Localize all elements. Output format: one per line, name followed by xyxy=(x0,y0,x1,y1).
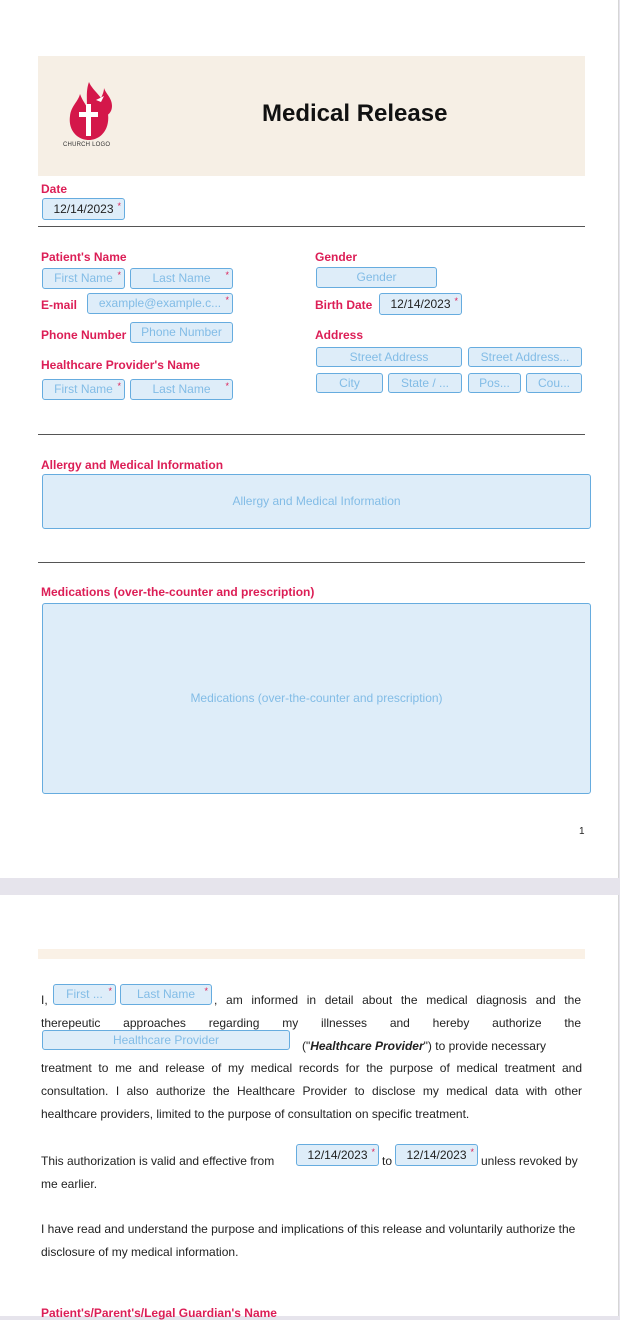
postal-code-input[interactable]: Pos... xyxy=(468,373,521,393)
street-address-line2-input[interactable]: Street Address... xyxy=(468,347,582,367)
divider xyxy=(38,562,585,563)
para1-rest: treatment to me and release of my medical records for the purpose of medical treatment and consultation. I also authorize the Healthcare Provider to disclose my medical data with other healthcare providers, limited to the purpose of consultation on specific treatment. xyxy=(41,1061,582,1121)
para2-suffix: unless revoked by xyxy=(481,1154,578,1168)
allergy-textarea[interactable]: Allergy and Medical Information xyxy=(42,474,591,529)
gender-label: Gender xyxy=(315,250,358,264)
email-label: E-mail xyxy=(41,298,78,312)
valid-to-date-field[interactable]: 12/14/2023 * xyxy=(395,1144,478,1166)
medications-textarea[interactable]: Medications (over-the-counter and prescription) xyxy=(42,603,591,794)
flame-cross-icon xyxy=(60,80,118,146)
consent-first-name-input[interactable]: First ... * xyxy=(53,984,116,1005)
para1-line3 xyxy=(302,1039,546,1053)
patients-name-label: Patient's Name xyxy=(41,250,127,264)
street-address-input[interactable]: Street Address xyxy=(316,347,462,367)
consent-last-name-input[interactable]: Last Name * xyxy=(120,984,212,1005)
para3: I have read and understand the purpose and implications of this release and voluntarily authorize the disclosure of my medical information. xyxy=(41,1222,576,1259)
gender-select[interactable]: Gender xyxy=(316,267,437,288)
city-input[interactable]: City xyxy=(316,373,383,393)
allergy-label: Allergy and Medical Information xyxy=(41,458,224,472)
para1-prefix: I, xyxy=(41,993,48,1007)
divider xyxy=(38,226,585,227)
para2-to: to xyxy=(382,1154,393,1168)
header-strip xyxy=(38,949,585,959)
healthcare-provider-input[interactable]: Healthcare Provider xyxy=(42,1030,290,1050)
medications-label: Medications (over-the-counter and prescription) xyxy=(41,585,315,599)
logo-text: CHURCH LOGO xyxy=(63,142,111,148)
date-label: Date xyxy=(41,182,68,196)
page-number: 1 xyxy=(579,826,585,837)
provider-first-name-input[interactable]: First Name * xyxy=(42,379,125,400)
provider-last-name-input[interactable]: Last Name * xyxy=(130,379,233,400)
email-input[interactable]: example@example.c... * xyxy=(87,293,233,314)
form-header xyxy=(38,56,585,176)
date-field[interactable]: 12/14/2023 * xyxy=(42,198,125,220)
signature-name-label: Patient's/Parent's/Legal Guardian's Name xyxy=(41,1306,277,1320)
divider xyxy=(38,434,585,435)
birth-date-field[interactable]: 12/14/2023 * xyxy=(379,293,462,315)
para2-prefix: This authorization is valid and effective from xyxy=(41,1154,275,1168)
valid-from-date-field[interactable]: 12/14/2023 * xyxy=(296,1144,379,1166)
patient-first-name-input[interactable]: First Name * xyxy=(42,268,125,289)
para1-line2: therepeutic approaches regarding my illnesses and hereby authorize the xyxy=(41,1016,581,1030)
patient-last-name-input[interactable]: Last Name * xyxy=(130,268,233,289)
form-page-2 xyxy=(0,895,619,1320)
page-title: Medical Release xyxy=(262,100,448,127)
para1-line1: , am informed in detail about the medical diagnosis and the xyxy=(214,993,581,1007)
healthcare-provider-label: Healthcare Provider's Name xyxy=(41,358,200,372)
address-label: Address xyxy=(315,328,364,342)
para1-line3-open: (" xyxy=(302,1039,311,1053)
para2-line2: me earlier. xyxy=(41,1177,98,1191)
phone-label: Phone Number xyxy=(41,328,127,342)
para1-line3-close: ") to provide necessary xyxy=(423,1039,546,1053)
state-input[interactable]: State / ... xyxy=(388,373,462,393)
para1-line3-bold: Healthcare Provider xyxy=(310,1039,424,1053)
phone-input[interactable]: Phone Number xyxy=(130,322,233,343)
birth-date-label: Birth Date xyxy=(315,298,373,312)
country-input[interactable]: Cou... xyxy=(526,373,582,393)
